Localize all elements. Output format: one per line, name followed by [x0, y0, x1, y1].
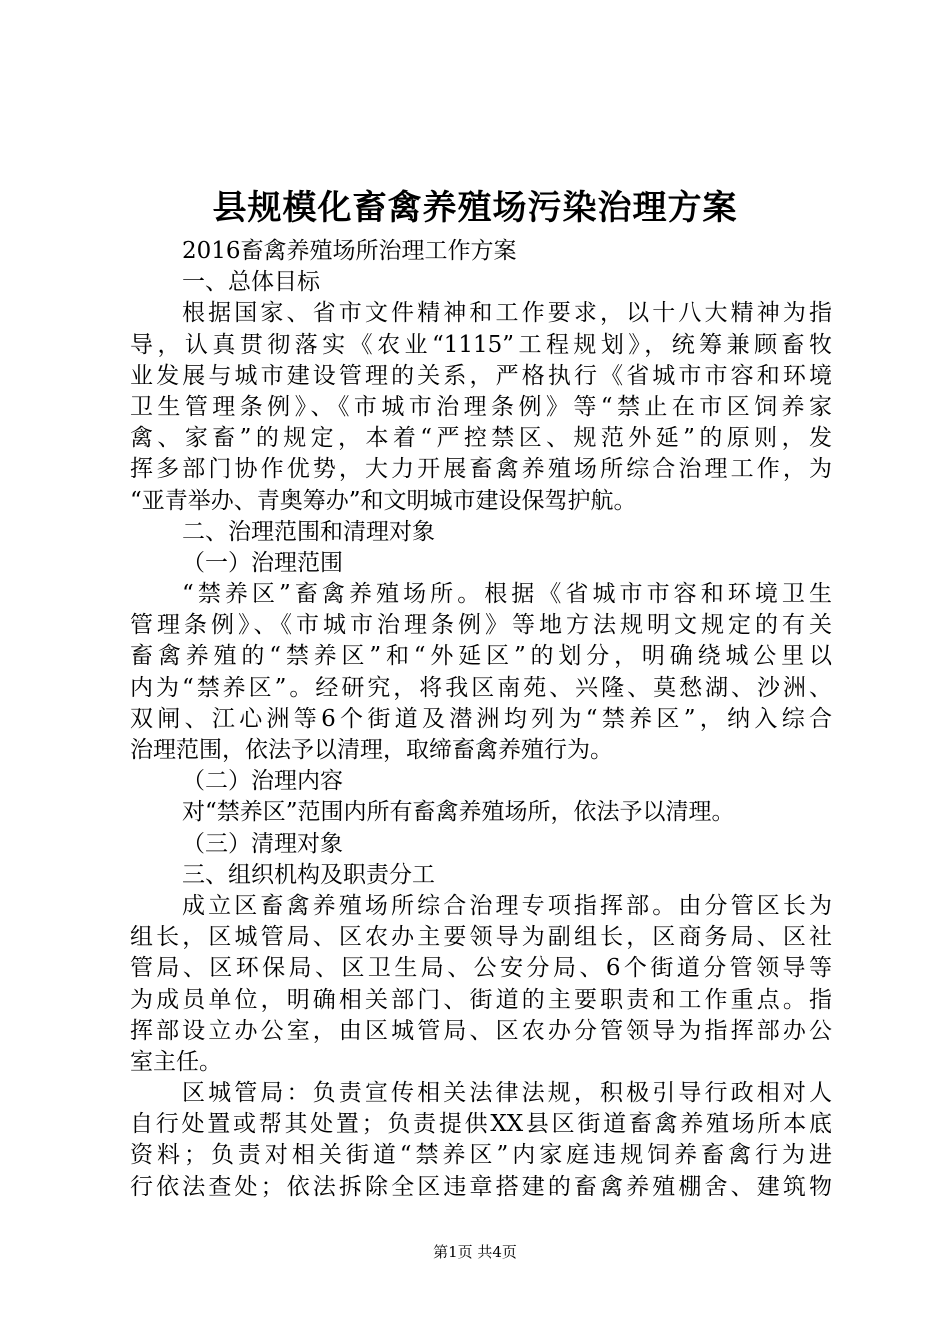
text-line: 挥部设立办公室，由区城管局、区农办分管领导为指挥部办公 [130, 1017, 832, 1044]
text-line: 禽、家畜”的规定，本着“严控禁区、规范外延”的原则，发 [130, 425, 832, 452]
text-line: “亚青举办、青奥筹办”和文明城市建设保驾护航。 [130, 487, 637, 514]
text-line: 组长，区城管局、区农办主要领导为副组长，区商务局、区社 [130, 924, 832, 951]
text-line: 导，认真贯彻落实《农业“1115”工程规划》，统筹兼顾畜牧 [130, 331, 832, 358]
document-title: 县规模化畜禽养殖场污染治理方案 [212, 188, 738, 228]
text-line: 一、总体目标 [182, 269, 320, 296]
text-line: 自行处置或帮其处置；负责提供XX县区街道畜禽养殖场所本底 [130, 1111, 832, 1138]
text-line: 对“禁养区”范围内所有畜禽养殖场所，依法予以清理。 [182, 799, 735, 826]
page-footer: 第1页 共4页 [433, 1243, 517, 1261]
text-line: 治理范围，依法予以清理，取缔畜禽养殖行为。 [130, 737, 613, 763]
text-line: 业发展与城市建设管理的关系，严格执行《省城市市容和环境 [130, 362, 832, 389]
text-line: （一）治理范围 [182, 549, 343, 576]
text-line: 为成员单位，明确相关部门、街道的主要职责和工作重点。指 [130, 986, 832, 1013]
text-line: 根据国家、省市文件精神和工作要求，以十八大精神为指 [182, 300, 832, 327]
text-line: 内为“禁养区”。经研究，将我区南苑、兴隆、莫愁湖、沙洲、 [130, 674, 832, 701]
text-line: 管理条例》、《市城市治理条例》等地方法规明文规定的有关 [130, 612, 832, 639]
text-line: 行依法查处；依法拆除全区违章搭建的畜禽养殖棚舍、建筑物 [130, 1173, 832, 1200]
text-line: 双闸、江心洲等6个街道及潜洲均列为“禁养区”，纳入综合 [130, 705, 832, 732]
text-line: 三、组织机构及职责分工 [182, 861, 435, 888]
text-line: 2016畜禽养殖场所治理工作方案 [182, 238, 517, 264]
text-line: （二）治理内容 [182, 768, 343, 795]
text-line: 成立区畜禽养殖场所综合治理专项指挥部。由分管区长为 [182, 892, 832, 919]
text-line: 挥多部门协作优势，大力开展畜禽养殖场所综合治理工作，为 [130, 456, 832, 483]
text-line: “禁养区”畜禽养殖场所。根据《省城市市容和环境卫生 [182, 581, 832, 608]
text-line: 区城管局：负责宣传相关法律法规，积极引导行政相对人 [182, 1080, 832, 1107]
text-line: 室主任。 [130, 1048, 222, 1075]
text-line: （三）清理对象 [182, 830, 343, 857]
text-line: 畜禽养殖的“禁养区”和“外延区”的划分，明确绕城公里以 [130, 643, 832, 670]
text-line: 二、治理范围和清理对象 [182, 518, 435, 545]
text-line: 资料；负责对相关街道“禁养区”内家庭违规饲养畜禽行为进 [130, 1142, 832, 1169]
text-line: 卫生管理条例》、《市城市治理条例》等“禁止在市区饲养家 [130, 393, 832, 420]
text-line: 管局、区环保局、区卫生局、公安分局、6个街道分管领导等 [130, 955, 832, 982]
document-body [130, 236, 832, 1203]
